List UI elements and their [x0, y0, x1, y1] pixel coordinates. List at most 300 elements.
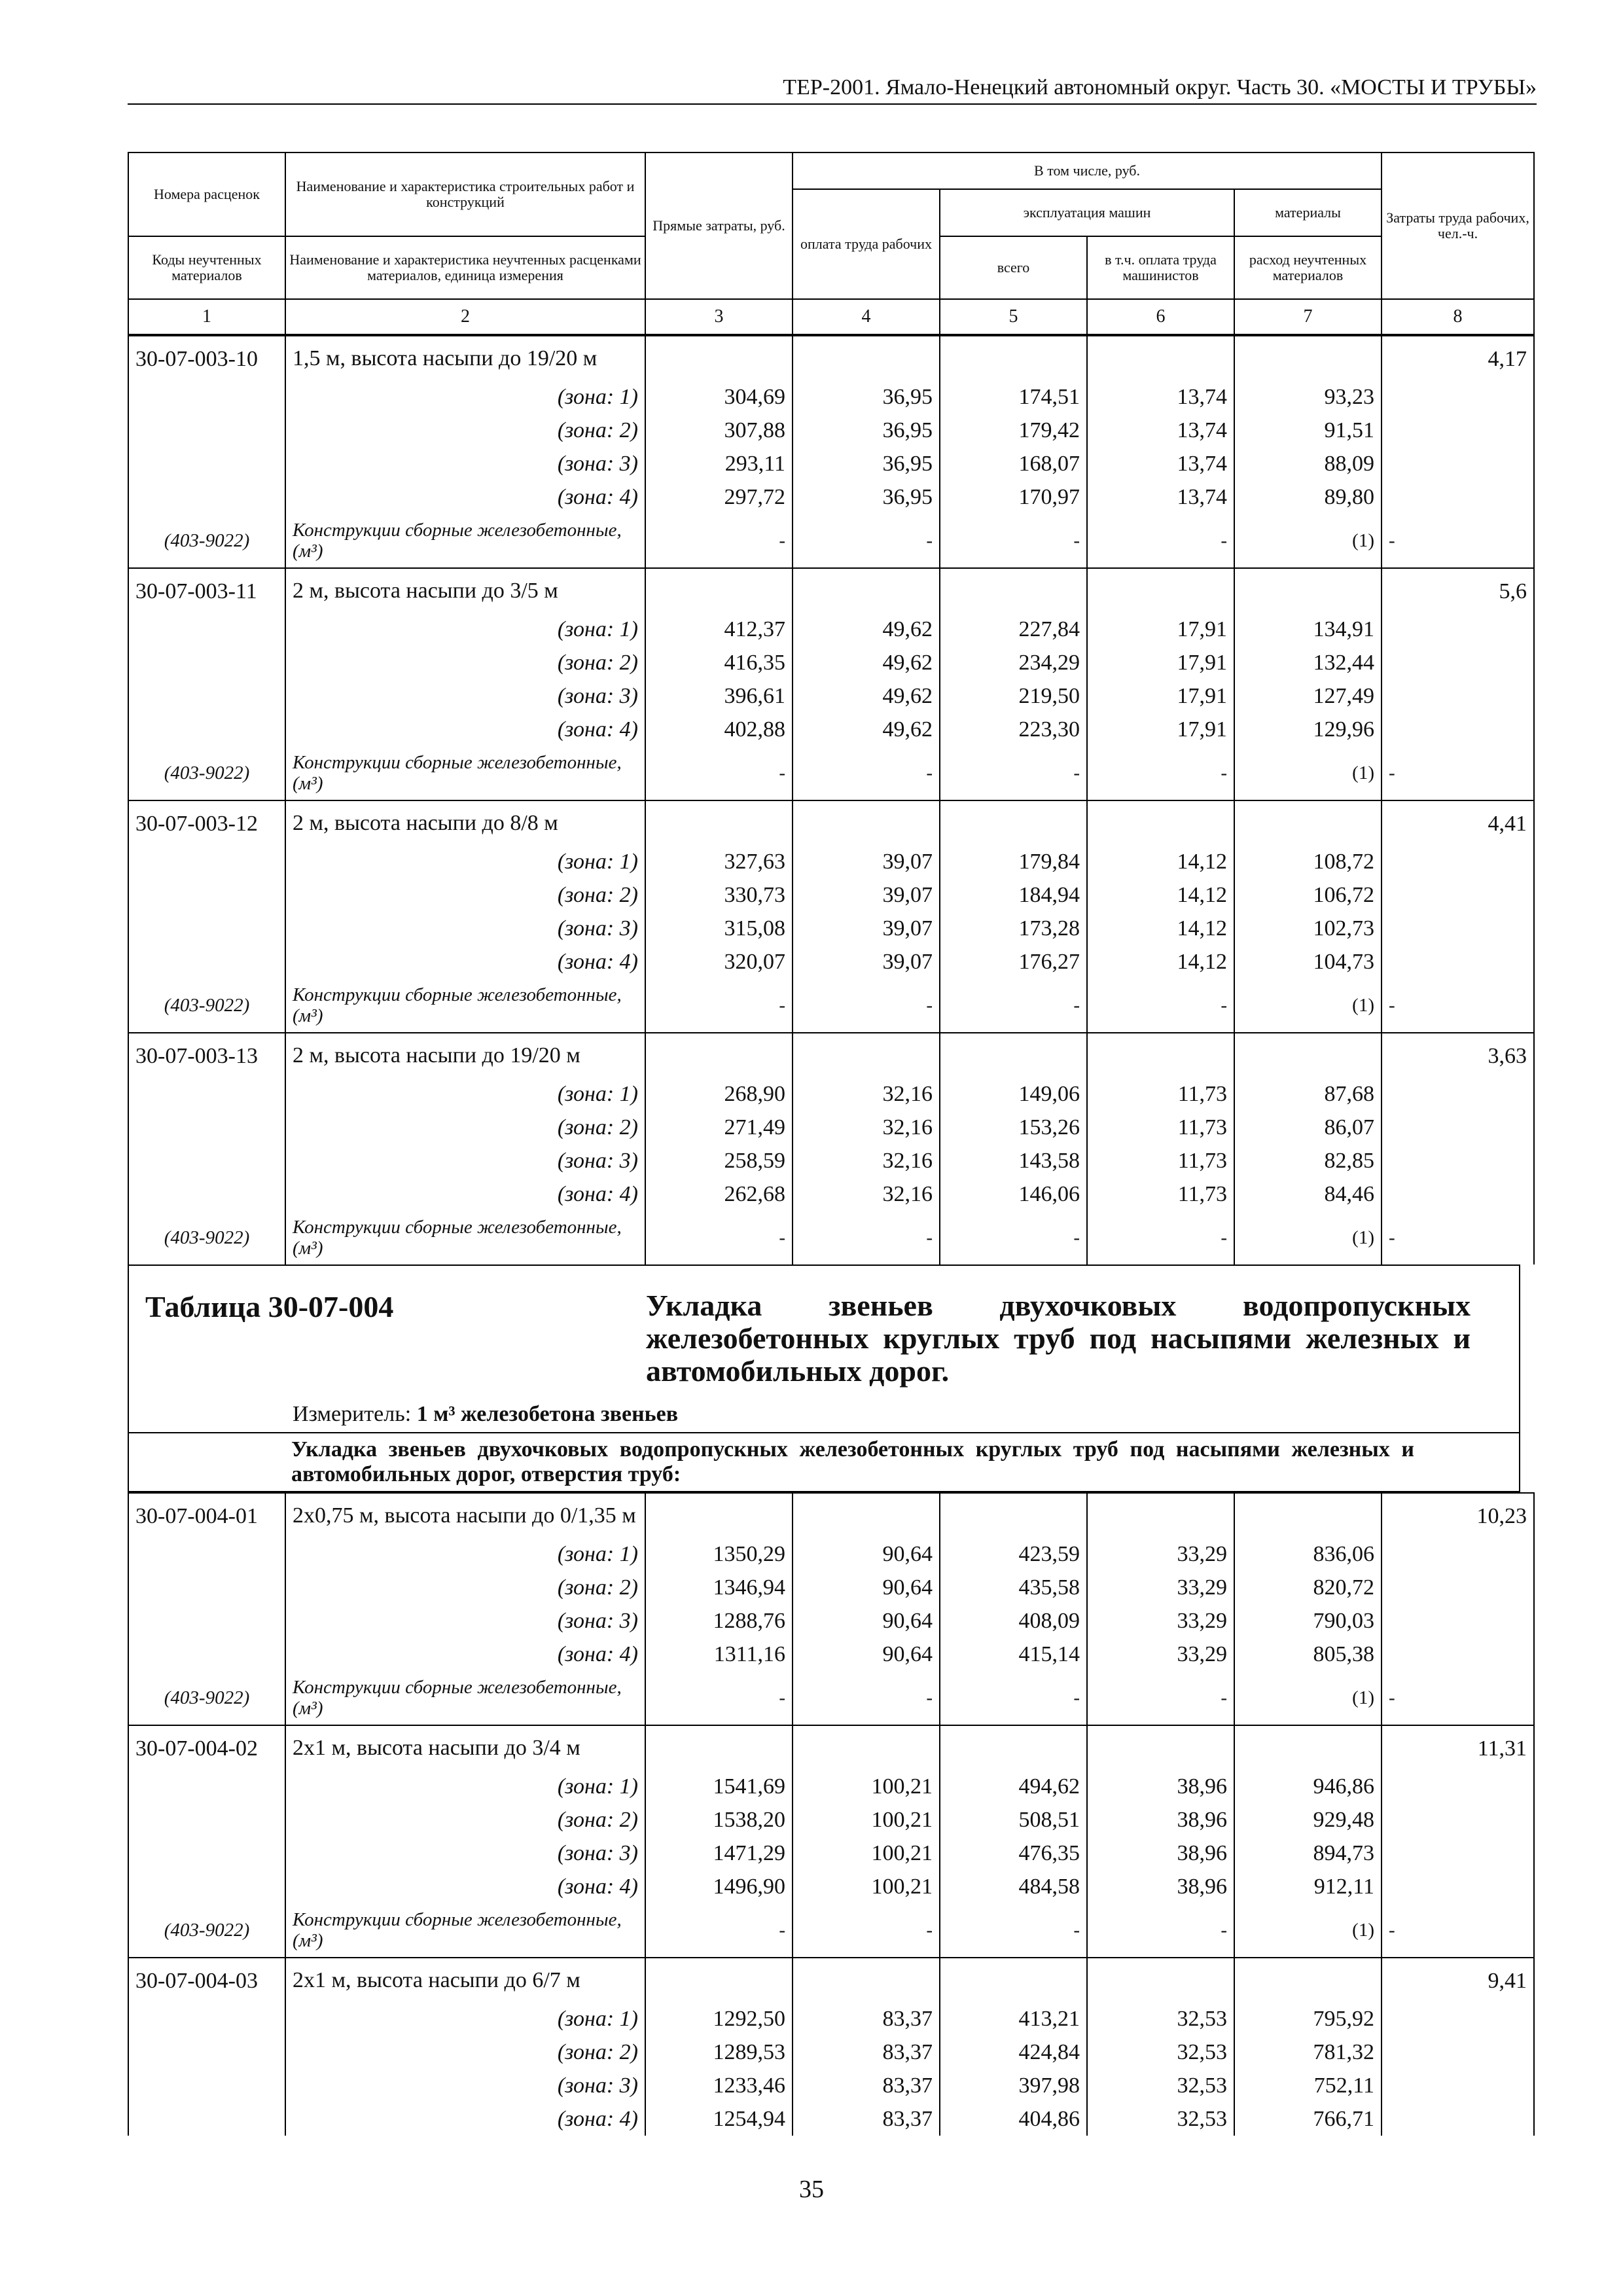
zone-label: (зона: 2) — [285, 414, 645, 447]
zone-row — [128, 679, 1534, 713]
value-cell: 402,88 — [645, 713, 793, 746]
value-cell: 1541,69 — [645, 1770, 793, 1803]
value-cell: 1311,16 — [645, 1638, 793, 1671]
empty-cell — [1382, 480, 1534, 514]
material-qty: (1) — [1234, 978, 1382, 1033]
empty-cell — [128, 1111, 285, 1144]
value-cell: 11,73 — [1087, 1077, 1234, 1111]
value-cell: 36,95 — [793, 480, 940, 514]
empty-cell — [1382, 1571, 1534, 1604]
value-cell: 143,58 — [940, 1144, 1087, 1177]
rate-name: 1,5 м, высота насыпи до 19/20 м — [285, 336, 645, 380]
col-wages: оплата труда рабочих — [793, 189, 940, 299]
rate-name: 2х1 м, высота насыпи до 6/7 м — [285, 1958, 645, 2002]
labor-cost: 11,31 — [1382, 1725, 1534, 1770]
zone-label: (зона: 3) — [285, 1837, 645, 1870]
labor-cost: 4,41 — [1382, 800, 1534, 845]
dash-cell: - — [793, 1671, 940, 1725]
labor-cost: 5,6 — [1382, 568, 1534, 613]
dash-cell: - — [645, 1211, 793, 1265]
dash-cell: - — [1382, 1903, 1534, 1958]
zone-label: (зона: 3) — [285, 447, 645, 480]
value-cell: 170,97 — [940, 480, 1087, 514]
value-cell: 397,98 — [940, 2069, 1087, 2102]
dash-cell: - — [1087, 1671, 1234, 1725]
zone-row — [128, 480, 1534, 514]
value-cell: 39,07 — [793, 878, 940, 912]
dash-cell: - — [645, 978, 793, 1033]
value-cell: 36,95 — [793, 447, 940, 480]
empty-cell — [1382, 1177, 1534, 1211]
zone-row — [128, 1837, 1534, 1870]
empty-cell — [1382, 1537, 1534, 1571]
value-cell: 836,06 — [1234, 1537, 1382, 1571]
empty-cell — [1234, 1033, 1382, 1077]
col-material-codes: Коды неучтенных материалов — [128, 236, 285, 299]
col-num: 3 — [645, 299, 793, 334]
value-cell: 262,68 — [645, 1177, 793, 1211]
empty-cell — [1382, 1638, 1534, 1671]
empty-cell — [1087, 1493, 1234, 1537]
empty-cell — [645, 1033, 793, 1077]
dash-cell: - — [793, 1903, 940, 1958]
value-cell: 13,74 — [1087, 380, 1234, 414]
measure-value: 1 м³ железобетона звеньев — [416, 1402, 679, 1426]
zone-label: (зона: 1) — [285, 1537, 645, 1571]
value-cell: 494,62 — [940, 1770, 1087, 1803]
zone-label: (зона: 2) — [285, 1803, 645, 1837]
material-code: (403-9022) — [128, 978, 285, 1033]
empty-cell — [128, 945, 285, 978]
rates-table-30-07-003 — [128, 335, 1535, 1265]
empty-cell — [128, 1638, 285, 1671]
value-cell: 1292,50 — [645, 2002, 793, 2036]
zone-label: (зона: 2) — [285, 646, 645, 679]
rate-code: 30-07-003-10 — [128, 336, 285, 380]
zone-label: (зона: 1) — [285, 845, 645, 878]
zone-row — [128, 646, 1534, 679]
measure-label: Измеритель: — [293, 1402, 412, 1426]
value-cell: 1288,76 — [645, 1604, 793, 1638]
empty-cell — [1382, 912, 1534, 945]
dash-cell: - — [645, 1903, 793, 1958]
empty-cell — [1382, 1077, 1534, 1111]
empty-cell — [128, 1571, 285, 1604]
dash-cell: - — [1087, 746, 1234, 800]
value-cell: 413,21 — [940, 2002, 1087, 2036]
value-cell: 173,28 — [940, 912, 1087, 945]
value-cell: 90,64 — [793, 1604, 940, 1638]
labor-cost: 3,63 — [1382, 1033, 1534, 1077]
zone-row — [128, 945, 1534, 978]
zone-label: (зона: 2) — [285, 2036, 645, 2069]
dash-cell: - — [1382, 978, 1534, 1033]
empty-cell — [128, 2002, 285, 2036]
material-name: Конструкции сборные железобетонные, (м³) — [285, 514, 645, 568]
value-cell: 38,96 — [1087, 1837, 1234, 1870]
empty-cell — [128, 646, 285, 679]
zone-label: (зона: 3) — [285, 1604, 645, 1638]
zone-row — [128, 1870, 1534, 1903]
group-title: Укладка звеньев двухочковых водопропускных железобетонных круглых труб под насыпями железных и автомобильных дорог, отверстия труб: — [291, 1437, 1414, 1486]
empty-cell — [128, 1803, 285, 1837]
value-cell: 268,90 — [645, 1077, 793, 1111]
empty-cell — [128, 1770, 285, 1803]
empty-cell — [1087, 336, 1234, 380]
value-cell: 32,16 — [793, 1177, 940, 1211]
empty-cell — [128, 1177, 285, 1211]
value-cell: 84,46 — [1234, 1177, 1382, 1211]
empty-cell — [1382, 2036, 1534, 2069]
value-cell: 484,58 — [940, 1870, 1087, 1903]
material-code: (403-9022) — [128, 1211, 285, 1265]
value-cell: 179,42 — [940, 414, 1087, 447]
value-cell: 38,96 — [1087, 1770, 1234, 1803]
labor-cost: 10,23 — [1382, 1493, 1534, 1537]
col-rate-number: Номера расценок — [128, 152, 285, 236]
value-cell: 49,62 — [793, 679, 940, 713]
material-qty: (1) — [1234, 1671, 1382, 1725]
value-cell: 32,53 — [1087, 2036, 1234, 2069]
value-cell: 258,59 — [645, 1144, 793, 1177]
zone-row — [128, 2002, 1534, 2036]
value-cell: 39,07 — [793, 912, 940, 945]
value-cell: 153,26 — [940, 1111, 1087, 1144]
value-cell: 929,48 — [1234, 1803, 1382, 1837]
empty-cell — [793, 1033, 940, 1077]
empty-cell — [1382, 878, 1534, 912]
value-cell: 219,50 — [940, 679, 1087, 713]
empty-cell — [1382, 646, 1534, 679]
empty-cell — [1234, 336, 1382, 380]
value-cell: 790,03 — [1234, 1604, 1382, 1638]
empty-cell — [1382, 1111, 1534, 1144]
value-cell: 423,59 — [940, 1537, 1087, 1571]
empty-cell — [793, 568, 940, 613]
rate-name: 2 м, высота насыпи до 8/8 м — [285, 800, 645, 845]
material-name: Конструкции сборные железобетонные, (м³) — [285, 1211, 645, 1265]
zone-label: (зона: 1) — [285, 380, 645, 414]
zone-row — [128, 2102, 1534, 2136]
empty-cell — [1382, 713, 1534, 746]
value-cell: 91,51 — [1234, 414, 1382, 447]
empty-cell — [940, 1493, 1087, 1537]
zone-label: (зона: 4) — [285, 1177, 645, 1211]
empty-cell — [645, 336, 793, 380]
material-row — [128, 978, 1534, 1033]
zone-row — [128, 845, 1534, 878]
material-code: (403-9022) — [128, 514, 285, 568]
zone-row — [128, 1770, 1534, 1803]
empty-cell — [940, 800, 1087, 845]
value-cell: 13,74 — [1087, 414, 1234, 447]
material-code: (403-9022) — [128, 1903, 285, 1958]
zone-label: (зона: 3) — [285, 2069, 645, 2102]
empty-cell — [128, 447, 285, 480]
col-material-names: Наименование и характеристика неучтенных расценками материалов, единица измерения — [285, 236, 645, 299]
value-cell: 320,07 — [645, 945, 793, 978]
zone-label: (зона: 4) — [285, 2102, 645, 2136]
empty-cell — [1382, 1604, 1534, 1638]
value-cell: 184,94 — [940, 878, 1087, 912]
zone-label: (зона: 1) — [285, 2002, 645, 2036]
rate-row — [128, 1033, 1534, 1077]
zone-row — [128, 1638, 1534, 1671]
value-cell: 32,16 — [793, 1144, 940, 1177]
dash-cell: - — [1087, 514, 1234, 568]
value-cell: 293,11 — [645, 447, 793, 480]
value-cell: 83,37 — [793, 2102, 940, 2136]
dash-cell: - — [940, 978, 1087, 1033]
dash-cell: - — [793, 978, 940, 1033]
value-cell: 32,16 — [793, 1111, 940, 1144]
empty-cell — [1382, 2102, 1534, 2136]
value-cell: 13,74 — [1087, 480, 1234, 514]
labor-cost: 4,17 — [1382, 336, 1534, 380]
value-cell: 38,96 — [1087, 1870, 1234, 1903]
empty-cell — [940, 568, 1087, 613]
zone-row — [128, 1803, 1534, 1837]
value-cell: 327,63 — [645, 845, 793, 878]
empty-cell — [645, 800, 793, 845]
value-cell: 49,62 — [793, 613, 940, 646]
value-cell: 1538,20 — [645, 1803, 793, 1837]
empty-cell — [645, 1493, 793, 1537]
empty-cell — [128, 1537, 285, 1571]
value-cell: 83,37 — [793, 2069, 940, 2102]
table-label: Таблица 30-07-004 — [145, 1290, 394, 1323]
rate-code: 30-07-004-02 — [128, 1725, 285, 1770]
dash-cell: - — [793, 746, 940, 800]
value-cell: 1350,29 — [645, 1537, 793, 1571]
zone-label: (зона: 4) — [285, 945, 645, 978]
col-num: 5 — [940, 299, 1087, 334]
col-materials: материалы — [1234, 189, 1382, 236]
zone-label: (зона: 4) — [285, 713, 645, 746]
rates-sheet — [128, 152, 1529, 2136]
dash-cell: - — [1087, 1211, 1234, 1265]
zone-label: (зона: 2) — [285, 1571, 645, 1604]
empty-cell — [1382, 1144, 1534, 1177]
value-cell: 297,72 — [645, 480, 793, 514]
value-cell: 168,07 — [940, 447, 1087, 480]
empty-cell — [1382, 2069, 1534, 2102]
empty-cell — [128, 845, 285, 878]
value-cell: 271,49 — [645, 1111, 793, 1144]
value-cell: 36,95 — [793, 414, 940, 447]
value-cell: 49,62 — [793, 713, 940, 746]
empty-cell — [128, 1077, 285, 1111]
value-cell: 86,07 — [1234, 1111, 1382, 1144]
col-labor: Затраты труда рабочих, чел.-ч. — [1382, 152, 1534, 299]
empty-cell — [793, 800, 940, 845]
empty-cell — [940, 1033, 1087, 1077]
col-machines-total: всего — [940, 236, 1087, 299]
col-direct-costs: Прямые затраты, руб. — [645, 152, 793, 299]
zone-label: (зона: 4) — [285, 1870, 645, 1903]
zone-row — [128, 447, 1534, 480]
rate-row — [128, 800, 1534, 845]
zone-row — [128, 2069, 1534, 2102]
value-cell: 11,73 — [1087, 1144, 1234, 1177]
col-num: 7 — [1234, 299, 1382, 334]
zone-label: (зона: 1) — [285, 613, 645, 646]
empty-cell — [128, 912, 285, 945]
empty-cell — [128, 1837, 285, 1870]
material-qty: (1) — [1234, 1211, 1382, 1265]
value-cell: 33,29 — [1087, 1571, 1234, 1604]
value-cell: 508,51 — [940, 1803, 1087, 1837]
value-cell: 307,88 — [645, 414, 793, 447]
value-cell: 315,08 — [645, 912, 793, 945]
empty-cell — [128, 1870, 285, 1903]
dash-cell: - — [1087, 1903, 1234, 1958]
value-cell: 11,73 — [1087, 1177, 1234, 1211]
empty-cell — [1087, 1033, 1234, 1077]
value-cell: 234,29 — [940, 646, 1087, 679]
value-cell: 90,64 — [793, 1571, 940, 1604]
value-cell: 36,95 — [793, 380, 940, 414]
value-cell: 127,49 — [1234, 679, 1382, 713]
value-cell: 39,07 — [793, 945, 940, 978]
rate-name: 2 м, высота насыпи до 19/20 м — [285, 1033, 645, 1077]
value-cell: 1289,53 — [645, 2036, 793, 2069]
rate-row — [128, 1493, 1534, 1537]
value-cell: 82,85 — [1234, 1144, 1382, 1177]
rates-table-30-07-004 — [128, 1492, 1535, 2136]
value-cell: 1496,90 — [645, 1870, 793, 1903]
value-cell: 146,06 — [940, 1177, 1087, 1211]
empty-cell — [128, 414, 285, 447]
value-cell: 412,37 — [645, 613, 793, 646]
value-cell: 11,73 — [1087, 1111, 1234, 1144]
col-num: 2 — [285, 299, 645, 334]
empty-cell — [793, 1958, 940, 2002]
value-cell: 100,21 — [793, 1870, 940, 1903]
value-cell: 304,69 — [645, 380, 793, 414]
empty-cell — [128, 878, 285, 912]
value-cell: 476,35 — [940, 1837, 1087, 1870]
col-num: 6 — [1087, 299, 1234, 334]
col-num: 1 — [128, 299, 285, 334]
empty-cell — [128, 1604, 285, 1638]
rate-code: 30-07-003-13 — [128, 1033, 285, 1077]
dash-cell: - — [793, 514, 940, 568]
value-cell: 820,72 — [1234, 1571, 1382, 1604]
value-cell: 1233,46 — [645, 2069, 793, 2102]
col-machines: эксплуатация машин — [940, 189, 1234, 236]
empty-cell — [128, 713, 285, 746]
measure-unit — [293, 1402, 678, 1427]
value-cell: 33,29 — [1087, 1604, 1234, 1638]
dash-cell: - — [940, 1671, 1087, 1725]
zone-row — [128, 912, 1534, 945]
dash-cell: - — [1382, 1211, 1534, 1265]
dash-cell: - — [940, 1211, 1087, 1265]
dash-cell: - — [645, 746, 793, 800]
empty-cell — [645, 568, 793, 613]
empty-cell — [1382, 845, 1534, 878]
zone-row — [128, 414, 1534, 447]
rate-name: 2х0,75 м, высота насыпи до 0/1,35 м — [285, 1493, 645, 1537]
dash-cell: - — [940, 514, 1087, 568]
empty-cell — [128, 380, 285, 414]
value-cell: 149,06 — [940, 1077, 1087, 1111]
empty-cell — [1087, 1725, 1234, 1770]
value-cell: 93,23 — [1234, 380, 1382, 414]
zone-row — [128, 2036, 1534, 2069]
value-cell: 424,84 — [940, 2036, 1087, 2069]
material-code: (403-9022) — [128, 746, 285, 800]
value-cell: 805,38 — [1234, 1638, 1382, 1671]
value-cell: 83,37 — [793, 2036, 940, 2069]
value-cell: 129,96 — [1234, 713, 1382, 746]
empty-cell — [1087, 1958, 1234, 2002]
value-cell: 174,51 — [940, 380, 1087, 414]
zone-row — [128, 380, 1534, 414]
value-cell: 32,53 — [1087, 2102, 1234, 2136]
empty-cell — [128, 2069, 285, 2102]
table-title-block — [128, 1265, 1520, 1432]
material-qty: (1) — [1234, 514, 1382, 568]
empty-cell — [1382, 613, 1534, 646]
col-material-usage: расход неучтенных материалов — [1234, 236, 1382, 299]
value-cell: 83,37 — [793, 2002, 940, 2036]
zone-label: (зона: 1) — [285, 1077, 645, 1111]
empty-cell — [128, 2036, 285, 2069]
value-cell: 946,86 — [1234, 1770, 1382, 1803]
empty-cell — [1382, 679, 1534, 713]
value-cell: 176,27 — [940, 945, 1087, 978]
zone-label: (зона: 4) — [285, 480, 645, 514]
col-including: В том числе, руб. — [793, 152, 1382, 189]
page-header: ТЕР-2001. Ямало-Ненецкий автономный округ. Часть 30. «МОСТЫ И ТРУБЫ» — [128, 72, 1537, 105]
material-name: Конструкции сборные железобетонные, (м³) — [285, 978, 645, 1033]
empty-cell — [1382, 2002, 1534, 2036]
empty-cell — [128, 679, 285, 713]
col-num: 4 — [793, 299, 940, 334]
empty-cell — [1382, 380, 1534, 414]
dash-cell: - — [793, 1211, 940, 1265]
empty-cell — [1234, 800, 1382, 845]
value-cell: 404,86 — [940, 2102, 1087, 2136]
value-cell: 108,72 — [1234, 845, 1382, 878]
value-cell: 13,74 — [1087, 447, 1234, 480]
col-work-name: Наименование и характеристика строительных работ и конструкций — [285, 152, 645, 236]
value-cell: 781,32 — [1234, 2036, 1382, 2069]
zone-row — [128, 878, 1534, 912]
value-cell: 14,12 — [1087, 945, 1234, 978]
value-cell: 32,53 — [1087, 2069, 1234, 2102]
rate-code: 30-07-003-11 — [128, 568, 285, 613]
empty-cell — [1087, 568, 1234, 613]
zone-row — [128, 613, 1534, 646]
empty-cell — [128, 480, 285, 514]
dash-cell: - — [1382, 514, 1534, 568]
zone-label: (зона: 3) — [285, 912, 645, 945]
value-cell: 766,71 — [1234, 2102, 1382, 2136]
empty-cell — [793, 336, 940, 380]
material-row — [128, 514, 1534, 568]
zone-row — [128, 1604, 1534, 1638]
empty-cell — [1234, 1958, 1382, 2002]
value-cell: 1471,29 — [645, 1837, 793, 1870]
value-cell: 32,16 — [793, 1077, 940, 1111]
dash-cell: - — [1382, 1671, 1534, 1725]
value-cell: 17,91 — [1087, 646, 1234, 679]
empty-cell — [1382, 1870, 1534, 1903]
value-cell: 39,07 — [793, 845, 940, 878]
